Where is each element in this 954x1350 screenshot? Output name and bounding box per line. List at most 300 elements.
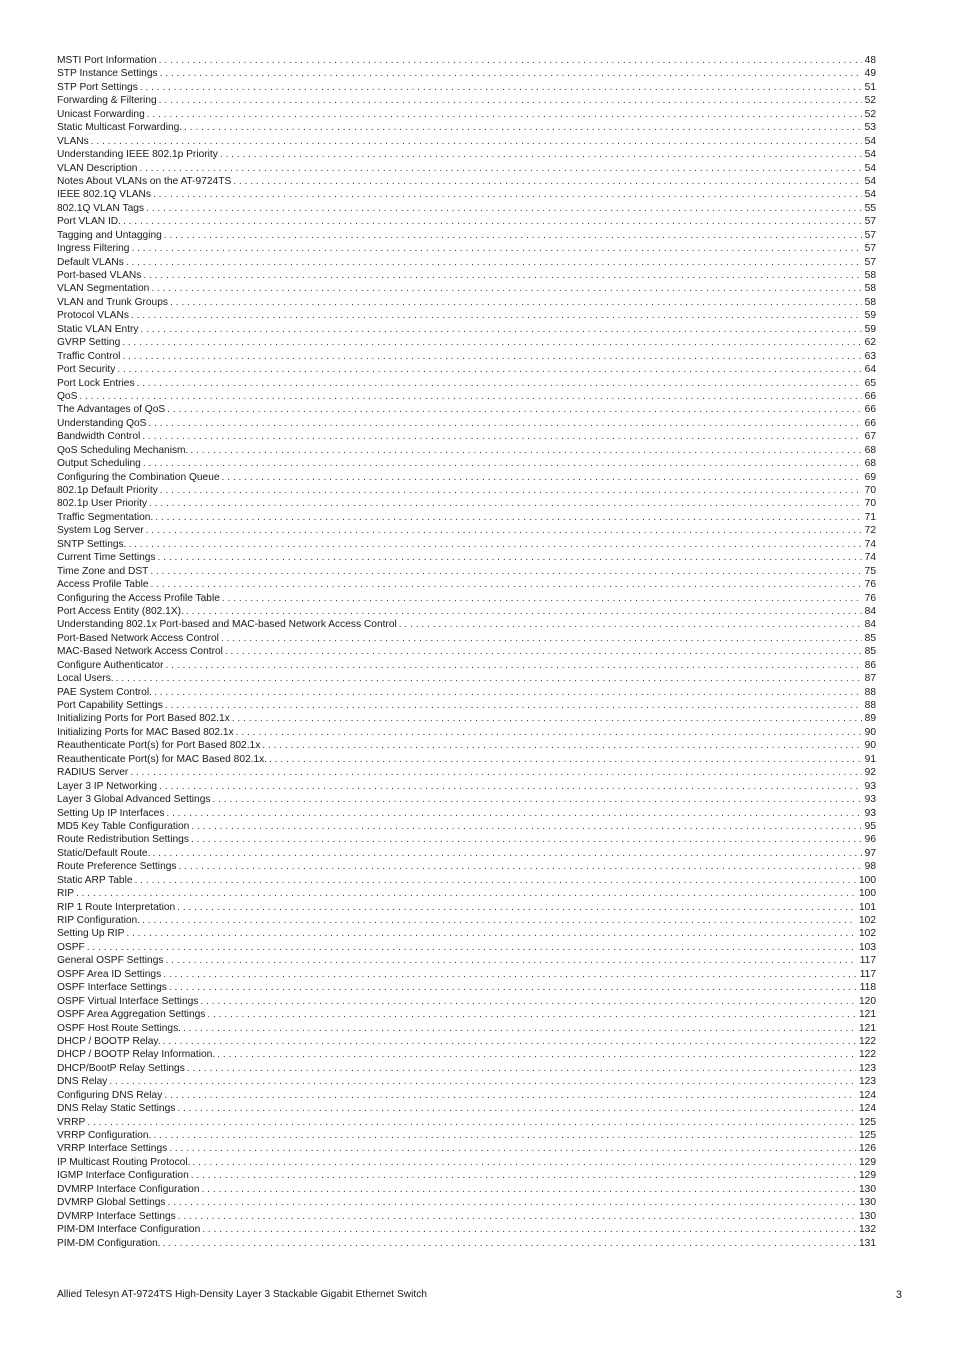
toc-entry[interactable] bbox=[57, 739, 876, 752]
toc-entry[interactable] bbox=[57, 323, 876, 336]
toc-entry[interactable] bbox=[57, 1008, 876, 1021]
toc-entry-page: 130 bbox=[859, 1210, 876, 1222]
toc-entry-title: Port VLAN ID. bbox=[57, 216, 121, 228]
toc-entry[interactable] bbox=[57, 229, 876, 242]
toc-entry[interactable] bbox=[57, 135, 876, 148]
toc-entry-page: 58 bbox=[864, 270, 876, 281]
toc-entry[interactable] bbox=[57, 712, 876, 725]
toc-entry[interactable] bbox=[57, 524, 876, 537]
toc-entry-page: 88 bbox=[864, 700, 876, 711]
toc-entry-title: Reauthenticate Port(s) for MAC Based 802.1x. bbox=[57, 753, 268, 765]
toc-dot-leader bbox=[217, 1048, 856, 1061]
toc-dot-leader bbox=[126, 256, 862, 269]
toc-entry[interactable] bbox=[57, 995, 876, 1008]
toc-entry-page: 66 bbox=[864, 390, 876, 402]
toc-entry-title: Understanding QoS bbox=[57, 417, 147, 429]
toc-dot-leader bbox=[91, 135, 862, 148]
toc-entry-page: 124 bbox=[859, 1089, 876, 1101]
toc-entry-page: 98 bbox=[864, 861, 876, 873]
toc-entry-title: Current Time Settings bbox=[57, 552, 156, 564]
toc-dot-leader bbox=[233, 175, 861, 188]
toc-entry-page: 129 bbox=[859, 1170, 876, 1182]
toc-entry-title: OSPF Area ID Settings bbox=[57, 968, 162, 980]
toc-entry-title: Bandwidth Control bbox=[57, 431, 141, 443]
toc-dot-leader bbox=[137, 377, 862, 390]
toc-entry[interactable] bbox=[57, 242, 876, 255]
toc-entry[interactable] bbox=[57, 833, 876, 846]
toc-entry[interactable] bbox=[57, 1210, 876, 1223]
toc-entry-title: 802.1p User Priority bbox=[57, 498, 148, 510]
toc-dot-leader bbox=[236, 726, 862, 739]
toc-entry-title: Layer 3 IP Networking bbox=[57, 780, 158, 792]
toc-entry-page: 52 bbox=[864, 108, 876, 120]
toc-entry[interactable] bbox=[57, 753, 876, 766]
toc-entry-title: Understanding IEEE 802.1p Priority bbox=[57, 149, 218, 161]
toc-entry-title: 802.1p Default Priority bbox=[57, 485, 158, 496]
toc-entry[interactable] bbox=[57, 605, 876, 618]
toc-dot-leader bbox=[146, 524, 862, 537]
toc-dot-leader bbox=[139, 162, 861, 175]
toc-entry-page: 75 bbox=[864, 565, 876, 577]
toc-dot-leader bbox=[220, 148, 862, 161]
toc-entry-page: 120 bbox=[859, 995, 876, 1007]
toc-dot-leader bbox=[165, 699, 862, 712]
toc-entry[interactable] bbox=[57, 1035, 876, 1048]
toc-entry-title: Static ARP Table bbox=[57, 874, 133, 886]
toc-entry[interactable] bbox=[57, 954, 876, 967]
toc-entry-page: 85 bbox=[864, 646, 876, 658]
toc-entry-title: Local Users. bbox=[57, 673, 114, 685]
toc-entry-title: The Advantages of QoS bbox=[57, 404, 166, 416]
toc-dot-leader bbox=[163, 1237, 856, 1250]
toc-dot-leader bbox=[192, 1156, 856, 1169]
toc-entry-title: Route Preference Settings bbox=[57, 861, 177, 873]
toc-entry-title: Port Access Entity (802.1X). bbox=[57, 605, 184, 617]
toc-entry-title: GVRP Setting bbox=[57, 337, 121, 349]
toc-entry-page: 68 bbox=[864, 444, 876, 456]
toc-entry[interactable] bbox=[57, 202, 876, 215]
toc-entry-page: 66 bbox=[864, 404, 876, 416]
toc-dot-leader bbox=[166, 807, 861, 820]
toc-entry-page: 90 bbox=[864, 740, 876, 752]
toc-entry-page: 70 bbox=[864, 498, 876, 510]
toc-entry-page: 51 bbox=[864, 81, 876, 93]
toc-entry-title: STP Instance Settings bbox=[57, 68, 158, 80]
toc-entry[interactable] bbox=[57, 377, 876, 390]
toc-dot-leader bbox=[109, 1075, 856, 1088]
toc-dot-leader bbox=[179, 860, 862, 873]
toc-entry[interactable] bbox=[57, 1022, 876, 1035]
toc-entry-title: IGMP Interface Configuration bbox=[57, 1170, 189, 1182]
toc-entry[interactable] bbox=[57, 578, 876, 591]
toc-entry[interactable] bbox=[57, 54, 876, 67]
toc-entry-page: 124 bbox=[859, 1103, 876, 1115]
toc-entry-title: Port-based VLANs bbox=[57, 270, 142, 281]
toc-entry-page: 117 bbox=[859, 968, 876, 980]
toc-entry-title: Configuring the Combination Queue bbox=[57, 471, 220, 483]
footer-page-number: 3 bbox=[895, 1289, 902, 1301]
toc-entry-title: DVMRP Interface Configuration bbox=[57, 1183, 200, 1195]
toc-entry[interactable] bbox=[57, 565, 876, 578]
toc-entry-page: 74 bbox=[864, 538, 876, 550]
toc-entry[interactable] bbox=[57, 336, 876, 349]
toc-entry-page: 130 bbox=[859, 1197, 876, 1209]
toc-entry[interactable] bbox=[57, 901, 876, 914]
toc-entry[interactable] bbox=[57, 94, 876, 107]
toc-dot-leader bbox=[225, 645, 862, 658]
toc-entry-page: 126 bbox=[859, 1143, 876, 1155]
toc-entry[interactable] bbox=[57, 914, 876, 927]
toc-dot-leader bbox=[169, 981, 857, 994]
toc-entry-page: 130 bbox=[859, 1183, 876, 1195]
toc-entry-title: DNS Relay bbox=[57, 1076, 108, 1088]
toc-dot-leader bbox=[151, 578, 862, 591]
toc-entry-page: 57 bbox=[864, 216, 876, 228]
toc-entry-page: 122 bbox=[859, 1035, 876, 1047]
toc-dot-leader bbox=[168, 1196, 856, 1209]
toc-dot-leader bbox=[143, 457, 862, 470]
toc-dot-leader bbox=[183, 1022, 856, 1035]
toc-entry-title: Static VLAN Entry bbox=[57, 323, 139, 335]
toc-entry[interactable] bbox=[57, 820, 876, 833]
toc-dot-leader bbox=[186, 605, 862, 618]
toc-entry-page: 121 bbox=[859, 1009, 876, 1021]
toc-entry-title: QoS Scheduling Mechanism. bbox=[57, 444, 189, 456]
toc-entry-page: 57 bbox=[864, 243, 876, 255]
toc-dot-leader bbox=[178, 1210, 856, 1223]
toc-entry[interactable] bbox=[57, 686, 876, 699]
toc-dot-leader bbox=[222, 592, 862, 605]
toc-entry-page: 54 bbox=[864, 149, 876, 161]
toc-entry[interactable] bbox=[57, 1142, 876, 1155]
toc-entry[interactable] bbox=[57, 471, 876, 484]
toc-entry-title: OSPF Interface Settings bbox=[57, 982, 167, 994]
toc-entry-title: VRRP Interface Settings bbox=[57, 1143, 168, 1155]
toc-entry-title: Tagging and Untagging bbox=[57, 229, 162, 241]
toc-entry[interactable] bbox=[57, 1196, 876, 1209]
toc-entry[interactable] bbox=[57, 645, 876, 658]
toc-entry[interactable] bbox=[57, 350, 876, 363]
toc-entry[interactable] bbox=[57, 1102, 876, 1115]
toc-entry[interactable] bbox=[57, 766, 876, 779]
toc-entry[interactable] bbox=[57, 941, 876, 954]
toc-entry[interactable] bbox=[57, 847, 876, 860]
toc-entry[interactable] bbox=[57, 363, 876, 376]
toc-entry-page: 54 bbox=[864, 162, 876, 174]
toc-entry[interactable] bbox=[57, 1223, 876, 1236]
table-of-contents bbox=[57, 54, 876, 1250]
toc-dot-leader bbox=[155, 511, 861, 524]
toc-entry[interactable] bbox=[57, 780, 876, 793]
toc-entry-title: Static Multicast Forwarding. bbox=[57, 122, 183, 134]
toc-entry[interactable] bbox=[57, 1062, 876, 1075]
toc-entry[interactable] bbox=[57, 484, 876, 497]
toc-entry[interactable] bbox=[57, 256, 876, 269]
toc-entry-title: DHCP/BootP Relay Settings bbox=[57, 1062, 185, 1074]
toc-dot-leader bbox=[159, 94, 862, 107]
toc-entry[interactable] bbox=[57, 793, 876, 806]
toc-entry-page: 123 bbox=[859, 1062, 876, 1074]
toc-entry-title: OSPF Virtual Interface Settings bbox=[57, 995, 199, 1007]
toc-entry-page: 84 bbox=[864, 619, 876, 631]
toc-entry-page: 54 bbox=[864, 189, 876, 201]
toc-entry-page: 58 bbox=[864, 296, 876, 308]
toc-entry-title: Route Redistribution Settings bbox=[57, 834, 189, 846]
toc-entry[interactable] bbox=[57, 699, 876, 712]
toc-entry-title: Setting Up IP Interfaces bbox=[57, 807, 165, 819]
toc-dot-leader bbox=[140, 81, 862, 94]
toc-entry-title: Output Scheduling bbox=[57, 458, 141, 470]
toc-dot-leader bbox=[117, 363, 861, 376]
toc-dot-leader bbox=[159, 780, 862, 793]
toc-entry[interactable] bbox=[57, 148, 876, 161]
toc-entry-title: Configure Authenticator bbox=[57, 659, 164, 671]
toc-dot-leader bbox=[146, 202, 862, 215]
toc-dot-leader bbox=[165, 954, 856, 967]
toc-entry-page: 101 bbox=[859, 901, 876, 913]
toc-entry-page: 129 bbox=[859, 1156, 876, 1168]
toc-entry-title: STP Port Settings bbox=[57, 81, 138, 93]
toc-entry-title: MD5 Key Table Configuration bbox=[57, 820, 190, 832]
toc-entry[interactable] bbox=[57, 1116, 876, 1129]
toc-entry[interactable] bbox=[57, 511, 876, 524]
toc-entry-title: Unicast Forwarding bbox=[57, 108, 145, 120]
toc-entry-title: DHCP / BOOTP Relay Information. bbox=[57, 1049, 216, 1061]
toc-entry[interactable] bbox=[57, 1169, 876, 1182]
toc-entry-page: 88 bbox=[864, 686, 876, 698]
toc-entry[interactable] bbox=[57, 282, 876, 295]
toc-entry[interactable] bbox=[57, 1075, 876, 1088]
toc-entry[interactable] bbox=[57, 618, 876, 631]
toc-entry[interactable] bbox=[57, 417, 876, 430]
toc-dot-leader bbox=[202, 1183, 856, 1196]
toc-entry-title: VRRP Configuration. bbox=[57, 1130, 152, 1141]
toc-entry-page: 64 bbox=[864, 364, 876, 376]
toc-entry-title: PIM-DM Configuration. bbox=[57, 1237, 161, 1249]
toc-entry[interactable] bbox=[57, 309, 876, 322]
toc-entry-title: RIP bbox=[57, 888, 74, 900]
toc-dot-leader bbox=[221, 632, 862, 645]
toc-entry-title: IEEE 802.1Q VLANs bbox=[57, 189, 152, 201]
toc-entry-title: RIP 1 Route Interpretation bbox=[57, 901, 176, 913]
toc-entry[interactable] bbox=[57, 887, 876, 900]
toc-entry-title: Setting Up RIP bbox=[57, 928, 125, 940]
toc-entry[interactable] bbox=[57, 1156, 876, 1169]
toc-dot-leader bbox=[131, 242, 861, 255]
toc-entry-title: DHCP / BOOTP Relay. bbox=[57, 1035, 161, 1047]
toc-entry-page: 121 bbox=[859, 1022, 876, 1034]
toc-entry-page: 69 bbox=[864, 471, 876, 483]
toc-entry[interactable] bbox=[57, 430, 876, 443]
toc-entry-page: 54 bbox=[864, 175, 876, 187]
toc-entry-page: 122 bbox=[859, 1049, 876, 1061]
toc-entry-title: Port Capability Settings bbox=[57, 700, 163, 711]
toc-entry-title: OSPF Host Route Settings. bbox=[57, 1022, 182, 1034]
toc-entry-title: Configuring DNS Relay bbox=[57, 1089, 163, 1101]
toc-dot-leader bbox=[191, 833, 862, 846]
toc-dot-leader bbox=[163, 1035, 856, 1048]
toc-dot-leader bbox=[122, 350, 861, 363]
toc-entry[interactable] bbox=[57, 968, 876, 981]
toc-entry-page: 84 bbox=[864, 605, 876, 617]
toc-entry[interactable] bbox=[57, 592, 876, 605]
toc-dot-leader bbox=[128, 538, 861, 551]
toc-entry-title: 802.1Q VLAN Tags bbox=[57, 202, 145, 214]
toc-entry[interactable] bbox=[57, 538, 876, 551]
toc-entry-title: PIM-DM Interface Configuration bbox=[57, 1224, 201, 1236]
toc-dot-leader bbox=[154, 686, 862, 699]
toc-entry-page: 102 bbox=[859, 928, 876, 940]
toc-entry-page: 71 bbox=[864, 511, 876, 523]
toc-entry-title: OSPF bbox=[57, 941, 85, 953]
toc-entry-page: 118 bbox=[859, 982, 876, 994]
toc-entry-title: DVMRP Interface Settings bbox=[57, 1210, 176, 1222]
toc-entry-page: 67 bbox=[864, 431, 876, 443]
toc-entry-page: 57 bbox=[864, 229, 876, 241]
toc-entry-title: General OSPF Settings bbox=[57, 955, 164, 967]
toc-dot-leader bbox=[150, 565, 861, 578]
toc-dot-leader bbox=[159, 54, 862, 67]
toc-entry-page: 100 bbox=[859, 874, 876, 886]
toc-dot-leader bbox=[190, 444, 861, 457]
toc-entry[interactable] bbox=[57, 1129, 876, 1142]
toc-entry-title: Access Profile Table bbox=[57, 579, 149, 591]
toc-entry[interactable] bbox=[57, 175, 876, 188]
toc-entry-page: 93 bbox=[864, 794, 876, 806]
toc-entry[interactable] bbox=[57, 121, 876, 134]
toc-dot-leader bbox=[149, 497, 862, 510]
toc-entry-page: 52 bbox=[864, 95, 876, 107]
toc-entry-page: 62 bbox=[864, 337, 876, 349]
toc-dot-leader bbox=[202, 1223, 856, 1236]
toc-entry[interactable] bbox=[57, 874, 876, 887]
toc-entry-title: Port Security bbox=[57, 364, 116, 376]
toc-entry-page: 125 bbox=[859, 1116, 876, 1128]
toc-dot-leader bbox=[141, 323, 862, 336]
toc-entry[interactable] bbox=[57, 726, 876, 739]
toc-entry-title: Default VLANs bbox=[57, 256, 124, 268]
toc-entry-page: 70 bbox=[864, 485, 876, 496]
toc-dot-leader bbox=[126, 927, 856, 940]
toc-entry[interactable] bbox=[57, 860, 876, 873]
toc-entry-page: 93 bbox=[864, 780, 876, 792]
toc-entry-page: 93 bbox=[864, 807, 876, 819]
toc-entry[interactable] bbox=[57, 981, 876, 994]
toc-entry[interactable] bbox=[57, 188, 876, 201]
toc-entry-title: OSPF Area Aggregation Settings bbox=[57, 1009, 206, 1021]
toc-entry[interactable] bbox=[57, 659, 876, 672]
toc-entry-page: 131 bbox=[859, 1237, 876, 1249]
toc-entry[interactable] bbox=[57, 497, 876, 510]
toc-entry-page: 68 bbox=[864, 458, 876, 470]
toc-entry[interactable] bbox=[57, 1089, 876, 1102]
toc-entry[interactable] bbox=[57, 403, 876, 416]
toc-entry-page: 59 bbox=[864, 310, 876, 322]
toc-entry[interactable] bbox=[57, 296, 876, 309]
toc-entry-title: MAC-Based Network Access Control bbox=[57, 646, 223, 658]
toc-entry-page: 85 bbox=[864, 632, 876, 644]
toc-entry[interactable] bbox=[57, 551, 876, 564]
toc-entry-page: 58 bbox=[864, 283, 876, 295]
toc-dot-leader bbox=[87, 1116, 856, 1129]
toc-entry[interactable] bbox=[57, 1237, 876, 1250]
toc-entry-title: Static/Default Route. bbox=[57, 847, 151, 859]
toc-dot-leader bbox=[191, 820, 861, 833]
toc-entry-title: Time Zone and DST bbox=[57, 565, 149, 577]
toc-entry-page: 53 bbox=[864, 122, 876, 134]
toc-entry-page: 48 bbox=[864, 55, 876, 66]
toc-entry[interactable] bbox=[57, 390, 876, 403]
toc-entry-title: Initializing Ports for Port Based 802.1x bbox=[57, 713, 230, 725]
toc-entry-page: 87 bbox=[864, 673, 876, 685]
toc-entry[interactable] bbox=[57, 269, 876, 282]
toc-dot-leader bbox=[76, 887, 856, 900]
toc-entry[interactable] bbox=[57, 67, 876, 80]
toc-entry-title: Forwarding & Filtering bbox=[57, 95, 157, 107]
toc-entry-title: Notes About VLANs on the AT-9724TS bbox=[57, 175, 232, 187]
toc-entry-page: 91 bbox=[864, 753, 876, 765]
toc-dot-leader bbox=[170, 296, 862, 309]
toc-dot-leader bbox=[142, 430, 861, 443]
toc-entry[interactable] bbox=[57, 927, 876, 940]
toc-entry[interactable] bbox=[57, 162, 876, 175]
toc-dot-leader bbox=[164, 1089, 856, 1102]
toc-entry[interactable] bbox=[57, 457, 876, 470]
toc-entry-page: 86 bbox=[864, 659, 876, 671]
toc-dot-leader bbox=[222, 471, 862, 484]
toc-entry-page: 95 bbox=[864, 820, 876, 832]
toc-entry-page: 90 bbox=[864, 726, 876, 738]
toc-entry-title: MSTI Port Information bbox=[57, 55, 157, 66]
toc-entry[interactable] bbox=[57, 108, 876, 121]
toc-entry-page: 54 bbox=[864, 135, 876, 147]
toc-entry[interactable] bbox=[57, 1183, 876, 1196]
toc-dot-leader bbox=[142, 914, 856, 927]
toc-dot-leader bbox=[143, 269, 861, 282]
toc-dot-leader bbox=[147, 108, 862, 121]
toc-dot-leader bbox=[131, 309, 862, 322]
toc-entry-page: 132 bbox=[859, 1224, 876, 1236]
toc-entry-page: 59 bbox=[864, 323, 876, 335]
toc-entry-page: 123 bbox=[859, 1076, 876, 1088]
toc-dot-leader bbox=[207, 1008, 856, 1021]
toc-entry-title: VLANs bbox=[57, 135, 89, 147]
toc-entry-page: 74 bbox=[864, 552, 876, 564]
toc-dot-leader bbox=[116, 672, 862, 685]
toc-dot-leader bbox=[158, 551, 862, 564]
toc-entry-page: 125 bbox=[859, 1130, 876, 1141]
toc-entry[interactable] bbox=[57, 444, 876, 457]
toc-entry[interactable] bbox=[57, 632, 876, 645]
toc-entry-title: DVMRP Global Settings bbox=[57, 1197, 166, 1209]
toc-entry-title: Traffic Control bbox=[57, 350, 121, 362]
toc-entry-title: Ingress Filtering bbox=[57, 243, 130, 255]
toc-dot-leader bbox=[153, 188, 862, 201]
toc-entry-page: 57 bbox=[864, 256, 876, 268]
toc-dot-leader bbox=[152, 847, 861, 860]
toc-entry[interactable] bbox=[57, 807, 876, 820]
toc-entry[interactable] bbox=[57, 215, 876, 228]
toc-entry-title: RIP Configuration. bbox=[57, 915, 141, 926]
toc-entry[interactable] bbox=[57, 672, 876, 685]
toc-dot-leader bbox=[160, 484, 862, 497]
toc-dot-leader bbox=[165, 659, 861, 672]
toc-entry[interactable] bbox=[57, 1048, 876, 1061]
toc-entry[interactable] bbox=[57, 81, 876, 94]
toc-entry-title: VLAN Description bbox=[57, 162, 138, 174]
toc-entry-title: Initializing Ports for MAC Based 802.1x bbox=[57, 726, 234, 738]
toc-entry-page: 96 bbox=[864, 834, 876, 846]
